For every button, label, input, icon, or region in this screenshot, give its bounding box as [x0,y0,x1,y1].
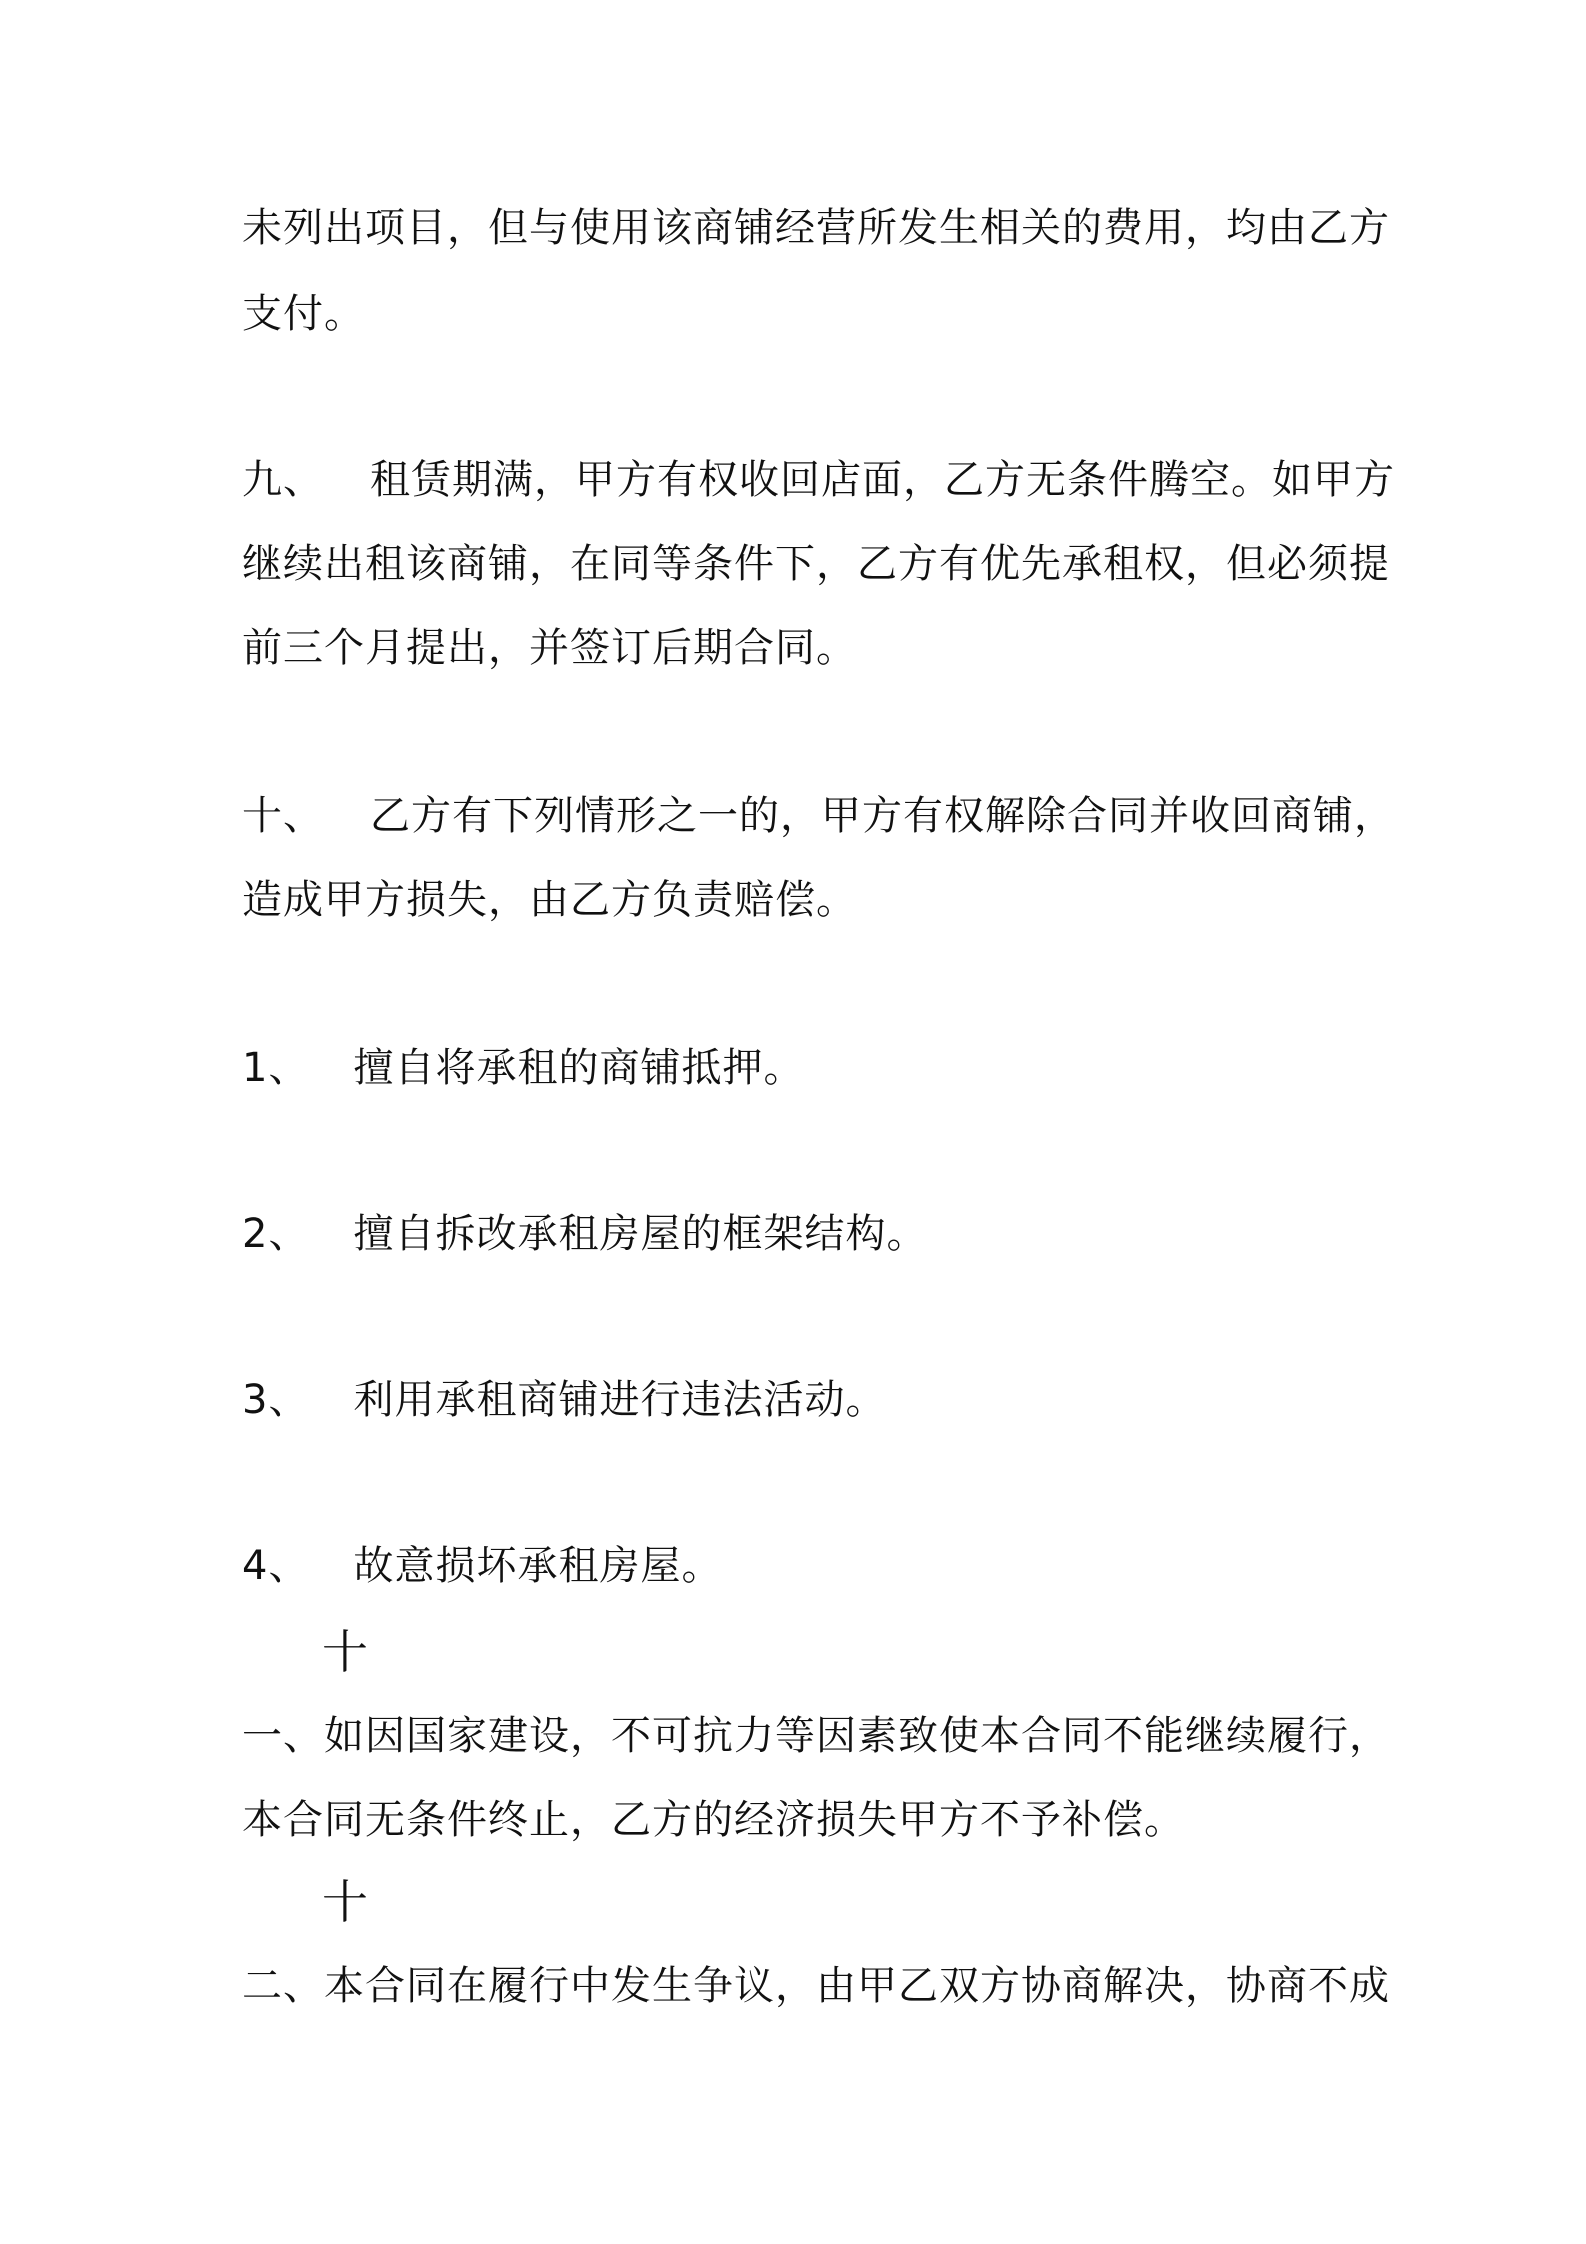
text-line: 本合同无条件终止，乙方的经济损失甲方不予补偿。 [242,1797,1185,1843]
item-number: 1、 [242,1045,310,1091]
section-mark: 十 [322,1625,368,1679]
clause-text: 租赁期满，甲方有权收回店面，乙方无条件腾空。如甲方 [370,457,1395,503]
item-text: 擅自拆改承租房屋的框架结构。 [353,1211,928,1257]
text-line: 前三个月提出，并签订后期合同。 [242,625,857,671]
text-line: 一、如因国家建设，不可抗力等因素致使本合同不能继续履行， [242,1713,1390,1759]
clause-text: 乙方有下列情形之一的，甲方有权解除合同并收回商铺， [370,793,1395,839]
text-line: 支付。 [242,291,365,337]
item-number: 2、 [242,1211,310,1257]
clause-number: 十、 [242,793,324,839]
text-line: 二、本合同在履行中发生争议，由甲乙双方协商解决，协商不成 [242,1963,1390,2009]
text-line: 造成甲方损失，由乙方负责赔偿。 [242,877,857,923]
item-text: 故意损坏承租房屋。 [353,1543,723,1589]
list-item [242,1376,1362,1424]
list-item [242,1044,1362,1092]
clause-10-line [242,792,1395,840]
clause-9-line [242,456,1395,504]
text-line: 继续出租该商铺，在同等条件下，乙方有优先承租权，但必须提 [242,541,1390,587]
item-number: 4、 [242,1543,310,1589]
list-item [242,1210,1362,1258]
item-text: 利用承租商铺进行违法活动。 [353,1377,887,1423]
item-text: 擅自将承租的商铺抵押。 [353,1045,805,1091]
item-number: 3、 [242,1377,310,1423]
section-mark: 十 [322,1875,368,1929]
text-line: 未列出项目，但与使用该商铺经营所发生相关的费用，均由乙方 [242,205,1390,251]
list-item [242,1542,1362,1590]
clause-number: 九、 [242,457,324,503]
